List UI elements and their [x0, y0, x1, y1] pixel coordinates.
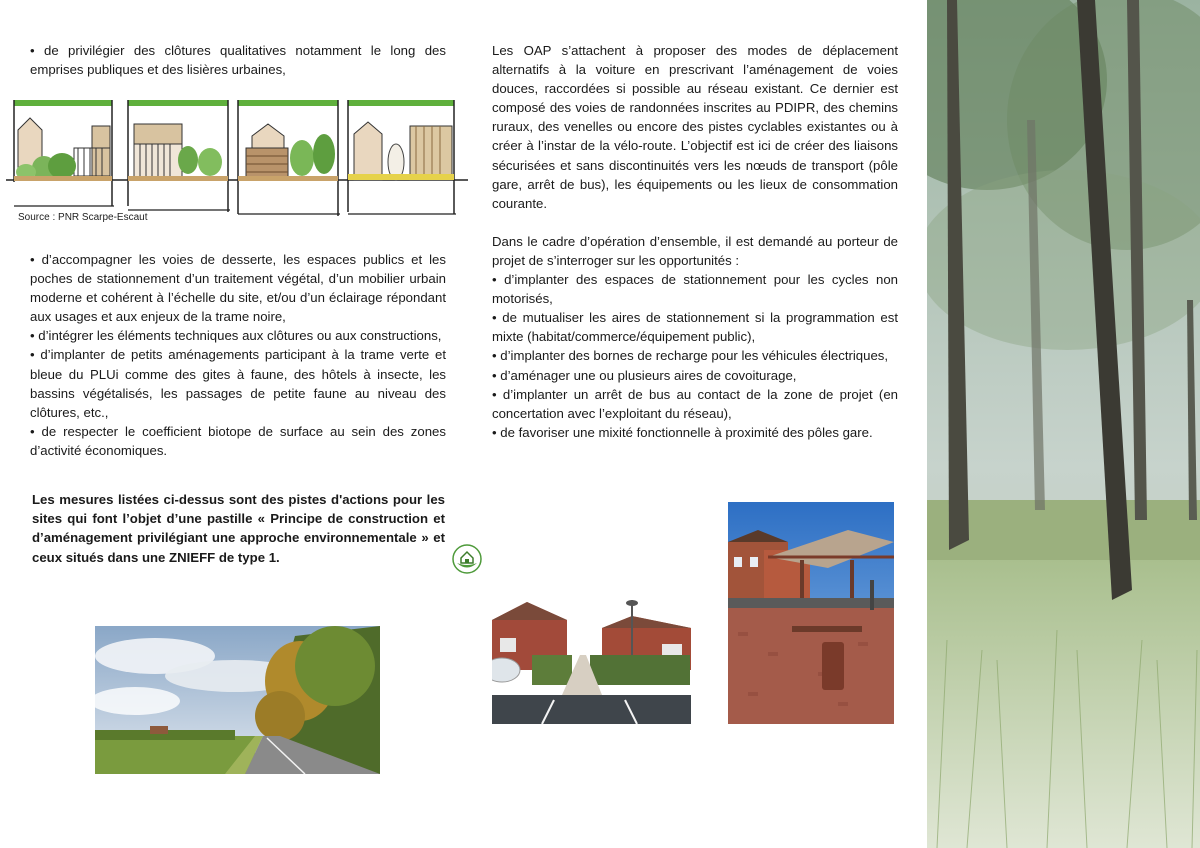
- forest-photo: [927, 0, 1200, 848]
- operation-intro: Dans le cadre d’opération d’ensemble, il est demandé au porteur de projet de s’interroger sur les opportunités :: [492, 233, 898, 268]
- measures-note-text: Les mesures listées ci-dessus sont des pistes d'actions pour les sites qui font l’objet d’une pastille « Principe de construction et d’aménagement privilégiant une approche environnementale » et ceux situés dans une ZNIEFF de type 1.: [32, 492, 445, 565]
- right-column: [492, 41, 898, 442]
- sketch-panel-1: [14, 100, 114, 206]
- bullet-arret-bus: • d’implanter un arrêt de bus au contact de la zone de projet (en concertation avec l’exploitant du réseau),: [492, 386, 898, 421]
- bullet-desserte: • d’accompagner les voies de desserte, les espaces publics et les poches de stationnement d’un traitement végétal, d’un mobilier urbain moderne et cohérent à l’échelle du site, et/ou d’un éclairage répondant aux usages et aux enjeux de la trame noire,: [30, 252, 446, 325]
- sketch-source-caption: Source : PNR Scarpe-Escaut: [18, 212, 148, 223]
- bullet-mixite: • de favoriser une mixité fonctionnelle à proximité des pôles gare.: [492, 424, 873, 440]
- bullet-elements-techniques: • d’intégrer les éléments techniques aux clôtures ou aux constructions,: [30, 328, 442, 344]
- measures-note: [32, 490, 445, 567]
- eco-house-icon: [452, 544, 482, 574]
- bullet-bornes: • d’implanter des bornes de recharge pour les véhicules électriques,: [492, 348, 889, 364]
- left-column-top: [30, 41, 446, 79]
- country-road-photo: [95, 626, 380, 774]
- bullet-coefficient-biotope: • de respecter le coefficient biotope de surface au sein des zones d’activité économiques.: [30, 423, 446, 458]
- bullet-mutualiser: • de mutualiser les aires de stationnement si la programmation est mixte (habitat/commerce/équipement public),: [492, 310, 898, 345]
- bullet-cycles: • d’implanter des espaces de stationnement pour les cycles non motorisés,: [492, 272, 898, 307]
- bus-shelter-photo: [728, 502, 894, 724]
- oap-paragraph: Les OAP s’attachent à proposer des modes de déplacement alternatifs à la voiture en prescrivant l’aménagement de voies douces, raccordées si possible au réseau existant. Ce dernier est composé des voies de randonnées inscrites au PDIPR, des chemins ruraux, des venelles ou encore des pistes cyclables existantes ou à créer à l’instar de la vélo-route. L’objectif est ici de créer des liaisons sécurisées et sans discontinuités vers les nœuds de transport (pôle gare, arrêt de bus), les équipements ou les lieux de consommation courante.: [492, 43, 898, 211]
- sketch-panel-3: [238, 100, 340, 216]
- fence-sketch-illustration: [6, 96, 468, 220]
- sketch-panel-2: [128, 100, 230, 212]
- bullet-covoiturage: • d’aménager une ou plusieurs aires de covoiturage,: [492, 367, 797, 383]
- fence-bullet: • de privilégier des clôtures qualitatives notamment le long des emprises publiques et des lisières urbaines,: [30, 43, 446, 78]
- bullet-trame-verte: • d’implanter de petits aménagements participant à la trame verte et bleue du PLUi comme des gites à faune, des hôtels à insecte, les bassins végétalisés, les passages de petite faune au niveau des clôtures, etc.,: [30, 347, 446, 420]
- left-column-middle: [30, 250, 446, 460]
- sketch-panel-4: [348, 100, 456, 214]
- residential-lane-photo: [492, 600, 691, 724]
